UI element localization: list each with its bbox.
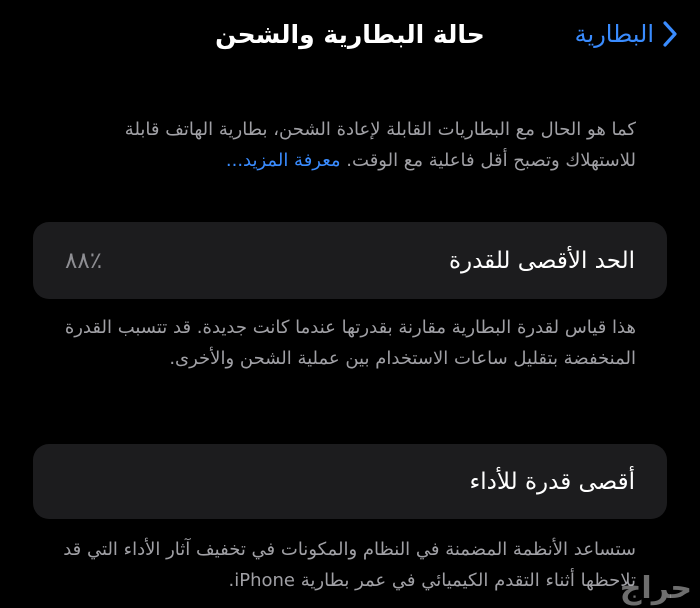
maximum-capacity-footer: هذا قياس لقدرة البطارية مقارنة بقدرتها عندما كانت جديدة. قد تتسبب القدرة المنخفضة بتقليل ساعات الاستخدام بين عملية الشحن والأخرى. [64,317,636,369]
maximum-capacity-label: الحد الأقصى للقدرة [448,247,635,274]
watermark-logo: حراج [619,571,692,606]
intro-description: كما هو الحال مع البطاريات القابلة لإعادة الشحن، بطارية الهاتف قابلة للاستهلاك وتصبح أقل فاعلية مع الوقت. [124,119,636,171]
maximum-capacity-value: ٪٨٨ [65,247,103,274]
back-label: البطارية [574,20,654,48]
learn-more-link[interactable]: معرفة المزيد... [225,150,341,171]
peak-performance-row [33,444,667,519]
peak-performance-label: أقصى قدرة للأداء [469,468,635,495]
navigation-bar [0,0,700,80]
maximum-capacity-row [33,222,667,299]
peak-performance-footer: ستساعد الأنظمة المضمنة في النظام والمكونات في تخفيف آثار الأداء التي قد تلاحظها أثناء التقدم الكيميائي في عمر بطارية iPhone. [63,539,636,591]
page-title: حالة البطارية والشحن [215,20,485,49]
intro-text [56,114,636,176]
